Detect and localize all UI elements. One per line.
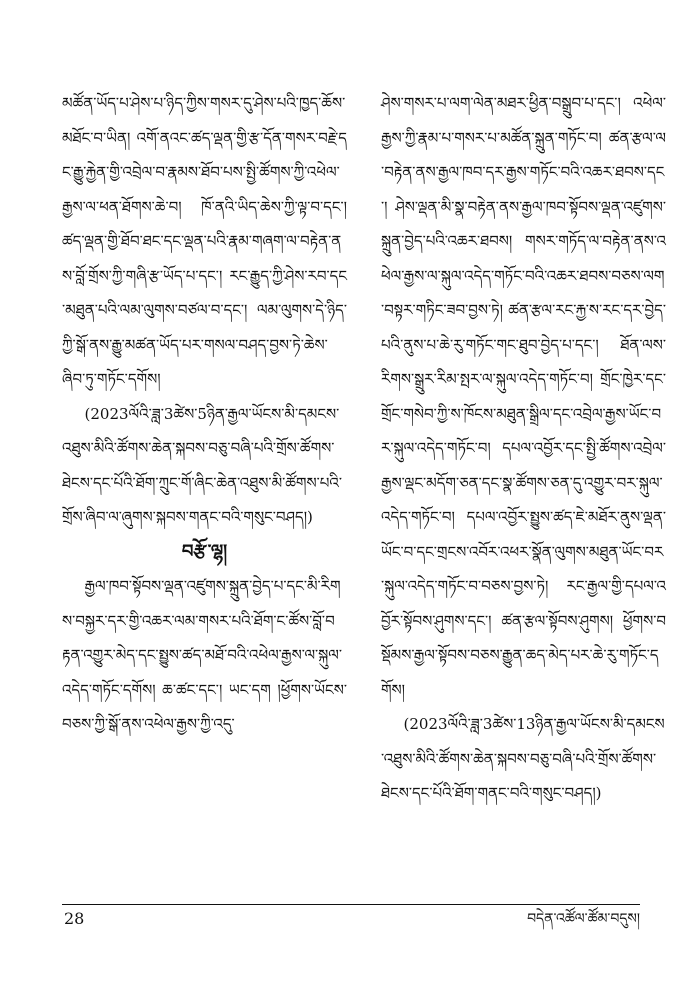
page-number: 28 <box>64 909 85 928</box>
body-paragraph: རྒྱལ་ཁབ་སྟོབས་ལྡན་འཛུགས་སྐྲུན་བྱེད་པ་དང་མི་རིགས་བསྐྱར་དར་གྱི་འཆར་ལམ་གསར་པའི་ཐོག་ང་ཚོས་བློ་བརྟན་འགྱུར་མེད་དང་སྤྱུས་ཚད་མཐོ་བའི་འཕེལ་རྒྱས་ལ་སྐུལ་འདེད་གཏོང་དགོས། ཆ་ཚང་དང་། ཡང་དག །ཕྱོགས་ཡོངས་བཅས་ཀྱི་སྒོ་ནས་འཕེལ་རྒྱས་ཀྱི་འདུ་ <box>62 577 347 733</box>
body-paragraph: ཤེས་གསར་པ་ལག་ལེན་མཐར་ཕྱིན་བསྒྲུབ་པ་དང་། འཕེལ་རྒྱས་ཀྱི་རྣམ་པ་གསར་པ་མཚོན་སྐྲུན་གཏོང་བ། ཚན་རྩལ་ལ་བརྟེན་ནས་རྒྱལ་ཁབ་དར་རྒྱས་གཏོང་བའི་འཆར་ཐབས་དང་། ཤེས་ལྡན་མི་སྣ་བརྟེན་ནས་རྒྱལ་ཁབ་སྟོབས་ལྡན་འཛུགས་སྐྲུན་བྱེད་པའི་འཆར་ཐབས། གསར་གཏོད་ལ་བརྟེན་ནས་འཕེལ་རྒྱས་ལ་སྐུལ་འདེད་གཏོང་བའི་འཆར་ཐབས་བཅས་ལག་བསྟར་གཏིང་ཟབ་བྱས་ཏེ། ཚན་རྩལ་རང་རྐྱ་ས་རང་དར་བྱེད་པའི་ནུས་པ་ཆེ་རུ་གཏོང་གང་ཐུབ་བྱེད་པ་དང་། ཐོན་ལས་རིགས་སྒྲུར་རིམ་སྤར་ལ་སྐུལ་འདེད་གཏོང་བ། གྲོང་ཁྱེར་དང་གྲོང་གསེབ་ཀྱི་ས་ཁོངས་མཐུན་སྒྲིལ་དང་འབྲེལ་རྒྱས་ཡོང་བར་སྐུལ་འདེད་གཏོང་བ། དཔལ་འབྱོར་དང་སྤྱི་ཚོགས་འབྲེལ་རྒྱས་ལྡང་མདོག་ཅན་དང་སྣ་ཚོགས་ཅན་དུ་འགྱུར་བར་སྐུལ་འདེད་གཏོང་བ། དཔལ་འབྱོར་སྤྱུས་ཚད་ཇེ་མཐོར་ནུས་ལྡན་ཡོང་བ་དང་གྲངས་འབོར་འཕར་སྣོན་ལུགས་མཐུན་ཡོང་བར་སྐུལ་འདེད་གཏོང་བ་བཅས་བྱས་ཏེ། རང་རྒྱལ་གྱི་དཔལ་འབྱོར་སྟོབས་ཤུགས་དང་། ཚན་རྩལ་སྟོབས་ཤུགས། ཕྱོགས་བསྡོམས་རྒྱལ་སྟོབས་བཅས་རྒྱུན་ཆད་མེད་པར་ཆེ་རུ་གཏོང་དགོས། <box>381 94 666 699</box>
left-column <box>62 86 347 742</box>
section-heading: བརྩོ་ལྷ། <box>181 540 228 562</box>
source-note: (2023ལོའི་ཟླ་3ཚེས་5ཉིན་རྒྱལ་ཡོངས་མི་དམངས་འཐུས་མིའི་ཚོགས་ཆེན་སྐབས་བཅུ་བཞི་པའི་གྲོས་ཚོགས་ཐེངས་དང་པོའི་ཐོག་ཀྲུང་གོ་ཞིང་ཆེན་འཐུས་མི་ཚོགས་པའི་གྲོས་ཞིབ་ལ་ཞུགས་སྐབས་གནང་བའི་གསུང་བཤད།) <box>62 404 342 526</box>
body-paragraph: མཚོན་ཡོད་པ་ཤེས་པ་ཉིད་ཀྱིས་གསར་དུ་ཤེས་པའི་ཁྱད་ཆོས་མཐོང་བ་ཡིན། འགོ་ནའང་ཚད་ལྡན་གྱི་རྩ་དོན་གསར་བརྗེ་དང་རྒྱུ་རྐྱེན་གྱི་འབྲེལ་བ་རྣམས་ཐོབ་པས་སྤྱི་ཚོགས་ཀྱི་འཕེལ་རྒྱས་ལ་ཕན་ཐོགས་ཆེ་བ། ཁོ་ནའི་ཡིད་ཆེས་ཀྱི་ལྟ་བ་དང་། ཚད་ལྡན་གྱི་ཐོབ་ཐང་དང་ལྡན་པའི་རྣམ་གཞག་ལ་བརྟེན་ནས་བློ་གྲོས་ཀྱི་གཞི་རྩ་ཡོད་པ་དང་། རང་རྒྱུད་ཀྱི་ཤེས་རབ་དང་མཐུན་པའི་ལམ་ལུགས་བཙལ་བ་དང་། ལམ་ལུགས་དེ་ཉིད་ཀྱི་སྒོ་ནས་རྒྱུ་མཚན་ཡོད་པར་གསལ་བཤད་བྱས་ཏེ་ཆེས་ཞིབ་ཏུ་གཏོང་དགོས། <box>62 94 347 388</box>
running-title: བདེན་འཚོལ་ཚོམ་བདུས། <box>527 911 640 927</box>
source-note: (2023ལོའི་ཟླ་3ཚེས་13ཉིན་རྒྱལ་ཡོངས་མི་དམངས་འཐུས་མིའི་ཚོགས་ཆེན་སྐབས་བཅུ་བཞི་པའི་གྲོས་ཚོགས་ཐེངས་དང་པོའི་ཐོག་གནང་བའི་གསུང་བཤད།) <box>381 715 665 802</box>
right-column <box>381 86 666 811</box>
footer-rule <box>62 904 640 905</box>
